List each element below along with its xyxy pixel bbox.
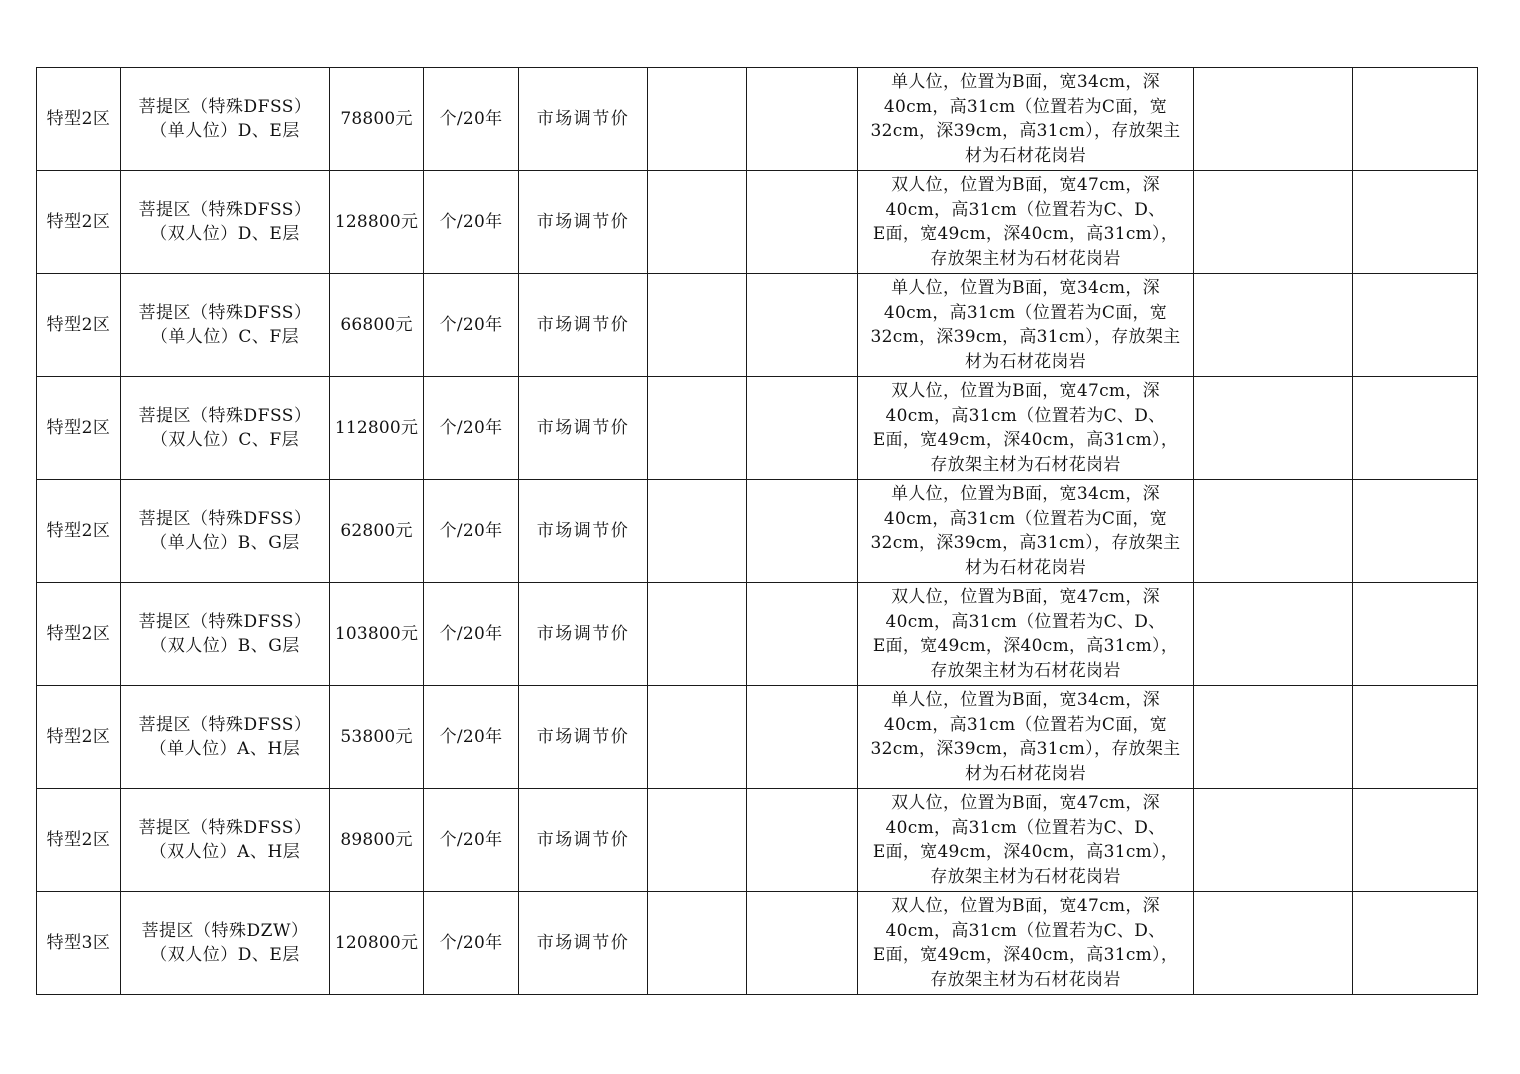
table-row: [37, 789, 1478, 892]
table-row: [37, 892, 1478, 995]
item-name-line: 菩提区（特殊DZW）: [141, 920, 309, 941]
blank-cell: [747, 892, 858, 995]
blank-cell: [648, 583, 747, 686]
description-line: 存放架主材为石材花岗岩: [930, 969, 1121, 990]
blank-cell: [1194, 377, 1353, 480]
table-row: [37, 686, 1478, 789]
blank-cell: [1353, 274, 1478, 377]
price-cell: 120800元: [330, 892, 424, 995]
blank-cell: [747, 789, 858, 892]
price-type-cell: 市场调节价: [519, 480, 648, 583]
blank-cell: [648, 377, 747, 480]
description-line: 存放架主材为石材花岗岩: [930, 248, 1121, 269]
blank-cell: [1353, 789, 1478, 892]
item-name-cell: [121, 274, 330, 377]
blank-cell: [648, 892, 747, 995]
price-table: [36, 67, 1478, 995]
description-cell: [858, 171, 1194, 274]
blank-cell: [648, 171, 747, 274]
area-cell: 特型2区: [37, 377, 121, 480]
item-name-cell: [121, 480, 330, 583]
unit-cell: 个/20年: [424, 789, 519, 892]
description-line: 单人位，位置为B面，宽34cm，深: [891, 484, 1160, 504]
description-line: 材为石材花岗岩: [964, 557, 1087, 578]
item-name-line: （单人位）B、G层: [150, 533, 300, 553]
blank-cell: [1353, 892, 1478, 995]
area-cell: 特型2区: [37, 274, 121, 377]
blank-cell: [747, 583, 858, 686]
description-cell: [858, 686, 1194, 789]
description-line: 40cm，高31cm（位置若为C、D、: [885, 920, 1166, 941]
item-name-line: 菩提区（特殊DFSS）: [138, 817, 312, 838]
description-line: 双人位，位置为B面，宽47cm，深: [891, 896, 1160, 916]
description-line: 32cm，深39cm，高31cm），存放架主: [870, 121, 1181, 141]
description-line: 单人位，位置为B面，宽34cm，深: [891, 278, 1160, 298]
blank-cell: [747, 68, 858, 171]
area-cell: 特型2区: [37, 583, 121, 686]
price-type-cell: 市场调节价: [519, 274, 648, 377]
blank-cell: [747, 686, 858, 789]
blank-cell: [1353, 583, 1478, 686]
description-cell: [858, 789, 1194, 892]
description-line: 单人位，位置为B面，宽34cm，深: [891, 72, 1160, 92]
price-type-cell: 市场调节价: [519, 583, 648, 686]
unit-cell: 个/20年: [424, 171, 519, 274]
description-line: 存放架主材为石材花岗岩: [930, 454, 1121, 475]
description-line: 32cm，深39cm，高31cm），存放架主: [870, 739, 1181, 759]
item-name-cell: [121, 892, 330, 995]
description-line: E面，宽49cm，深40cm，高31cm），: [872, 430, 1179, 450]
table-row: [37, 480, 1478, 583]
description-line: 40cm，高31cm（位置若为C、D、: [885, 817, 1166, 838]
item-name-line: 菩提区（特殊DFSS）: [138, 611, 312, 632]
description-line: E面，宽49cm，深40cm，高31cm），: [872, 842, 1179, 862]
item-name-line: 菩提区（特殊DFSS）: [138, 302, 312, 323]
item-name-line: （双人位）A、H层: [149, 842, 301, 862]
blank-cell: [1194, 789, 1353, 892]
price-type-cell: 市场调节价: [519, 171, 648, 274]
description-cell: [858, 274, 1194, 377]
description-line: 存放架主材为石材花岗岩: [930, 866, 1121, 887]
item-name-line: 菩提区（特殊DFSS）: [138, 508, 312, 529]
description-line: E面，宽49cm，深40cm，高31cm），: [872, 224, 1179, 244]
blank-cell: [747, 171, 858, 274]
blank-cell: [1194, 274, 1353, 377]
blank-cell: [1194, 583, 1353, 686]
area-cell: 特型3区: [37, 892, 121, 995]
item-name-line: （双人位）D、E层: [150, 224, 300, 244]
price-cell: 89800元: [330, 789, 424, 892]
table-body: [37, 68, 1478, 995]
description-cell: [858, 377, 1194, 480]
unit-cell: 个/20年: [424, 274, 519, 377]
price-type-cell: 市场调节价: [519, 686, 648, 789]
price-cell: 53800元: [330, 686, 424, 789]
item-name-line: 菩提区（特殊DFSS）: [138, 405, 312, 426]
description-line: E面，宽49cm，深40cm，高31cm），: [872, 945, 1179, 965]
blank-cell: [648, 274, 747, 377]
blank-cell: [648, 789, 747, 892]
description-line: 存放架主材为石材花岗岩: [930, 660, 1121, 681]
blank-cell: [1353, 686, 1478, 789]
description-line: 双人位，位置为B面，宽47cm，深: [891, 175, 1160, 195]
blank-cell: [1194, 686, 1353, 789]
description-line: 材为石材花岗岩: [964, 763, 1087, 784]
price-type-cell: 市场调节价: [519, 892, 648, 995]
description-line: 双人位，位置为B面，宽47cm，深: [891, 793, 1160, 813]
blank-cell: [1194, 68, 1353, 171]
item-name-line: （单人位）C、F层: [150, 327, 300, 347]
description-line: 40cm，高31cm（位置若为C面，宽: [883, 714, 1168, 735]
price-cell: 62800元: [330, 480, 424, 583]
description-cell: [858, 892, 1194, 995]
item-name-line: （双人位）B、G层: [150, 636, 300, 656]
description-line: 单人位，位置为B面，宽34cm，深: [891, 690, 1160, 710]
description-line: 材为石材花岗岩: [964, 351, 1087, 372]
unit-cell: 个/20年: [424, 686, 519, 789]
blank-cell: [1353, 377, 1478, 480]
price-type-cell: 市场调节价: [519, 68, 648, 171]
description-line: 32cm，深39cm，高31cm），存放架主: [870, 327, 1181, 347]
description-line: 40cm，高31cm（位置若为C、D、: [885, 405, 1166, 426]
item-name-line: （双人位）C、F层: [150, 430, 300, 450]
blank-cell: [747, 274, 858, 377]
area-cell: 特型2区: [37, 686, 121, 789]
description-line: 40cm，高31cm（位置若为C面，宽: [883, 508, 1168, 529]
item-name-cell: [121, 68, 330, 171]
table-row: [37, 583, 1478, 686]
description-line: E面，宽49cm，深40cm，高31cm），: [872, 636, 1179, 656]
description-line: 材为石材花岗岩: [964, 145, 1087, 166]
blank-cell: [747, 480, 858, 583]
blank-cell: [648, 68, 747, 171]
item-name-line: （双人位）D、E层: [150, 945, 300, 965]
description-cell: [858, 583, 1194, 686]
item-name-line: 菩提区（特殊DFSS）: [138, 199, 312, 220]
unit-cell: 个/20年: [424, 892, 519, 995]
description-line: 40cm，高31cm（位置若为C面，宽: [883, 302, 1168, 323]
blank-cell: [648, 686, 747, 789]
table-row: [37, 377, 1478, 480]
blank-cell: [648, 480, 747, 583]
item-name-cell: [121, 583, 330, 686]
blank-cell: [1194, 892, 1353, 995]
price-type-cell: 市场调节价: [519, 377, 648, 480]
price-type-cell: 市场调节价: [519, 789, 648, 892]
price-cell: 103800元: [330, 583, 424, 686]
unit-cell: 个/20年: [424, 480, 519, 583]
description-line: 40cm，高31cm（位置若为C、D、: [885, 611, 1166, 632]
table-row: [37, 274, 1478, 377]
price-cell: 78800元: [330, 68, 424, 171]
area-cell: 特型2区: [37, 171, 121, 274]
blank-cell: [1353, 68, 1478, 171]
description-cell: [858, 68, 1194, 171]
area-cell: 特型2区: [37, 480, 121, 583]
unit-cell: 个/20年: [424, 583, 519, 686]
blank-cell: [1353, 171, 1478, 274]
blank-cell: [1194, 480, 1353, 583]
item-name-cell: [121, 686, 330, 789]
table-row: [37, 171, 1478, 274]
item-name-cell: [121, 789, 330, 892]
description-line: 40cm，高31cm（位置若为C面，宽: [883, 96, 1168, 117]
item-name-line: 菩提区（特殊DFSS）: [138, 96, 312, 117]
blank-cell: [1353, 480, 1478, 583]
table-row: [37, 68, 1478, 171]
description-line: 40cm，高31cm（位置若为C、D、: [885, 199, 1166, 220]
item-name-cell: [121, 377, 330, 480]
area-cell: 特型2区: [37, 789, 121, 892]
blank-cell: [747, 377, 858, 480]
description-cell: [858, 480, 1194, 583]
unit-cell: 个/20年: [424, 68, 519, 171]
item-name-line: 菩提区（特殊DFSS）: [138, 714, 312, 735]
item-name-line: （单人位）D、E层: [150, 121, 300, 141]
description-line: 32cm，深39cm，高31cm），存放架主: [870, 533, 1181, 553]
unit-cell: 个/20年: [424, 377, 519, 480]
price-cell: 66800元: [330, 274, 424, 377]
description-line: 双人位，位置为B面，宽47cm，深: [891, 587, 1160, 607]
item-name-line: （单人位）A、H层: [149, 739, 301, 759]
area-cell: 特型2区: [37, 68, 121, 171]
item-name-cell: [121, 171, 330, 274]
price-cell: 128800元: [330, 171, 424, 274]
description-line: 双人位，位置为B面，宽47cm，深: [891, 381, 1160, 401]
blank-cell: [1194, 171, 1353, 274]
price-cell: 112800元: [330, 377, 424, 480]
